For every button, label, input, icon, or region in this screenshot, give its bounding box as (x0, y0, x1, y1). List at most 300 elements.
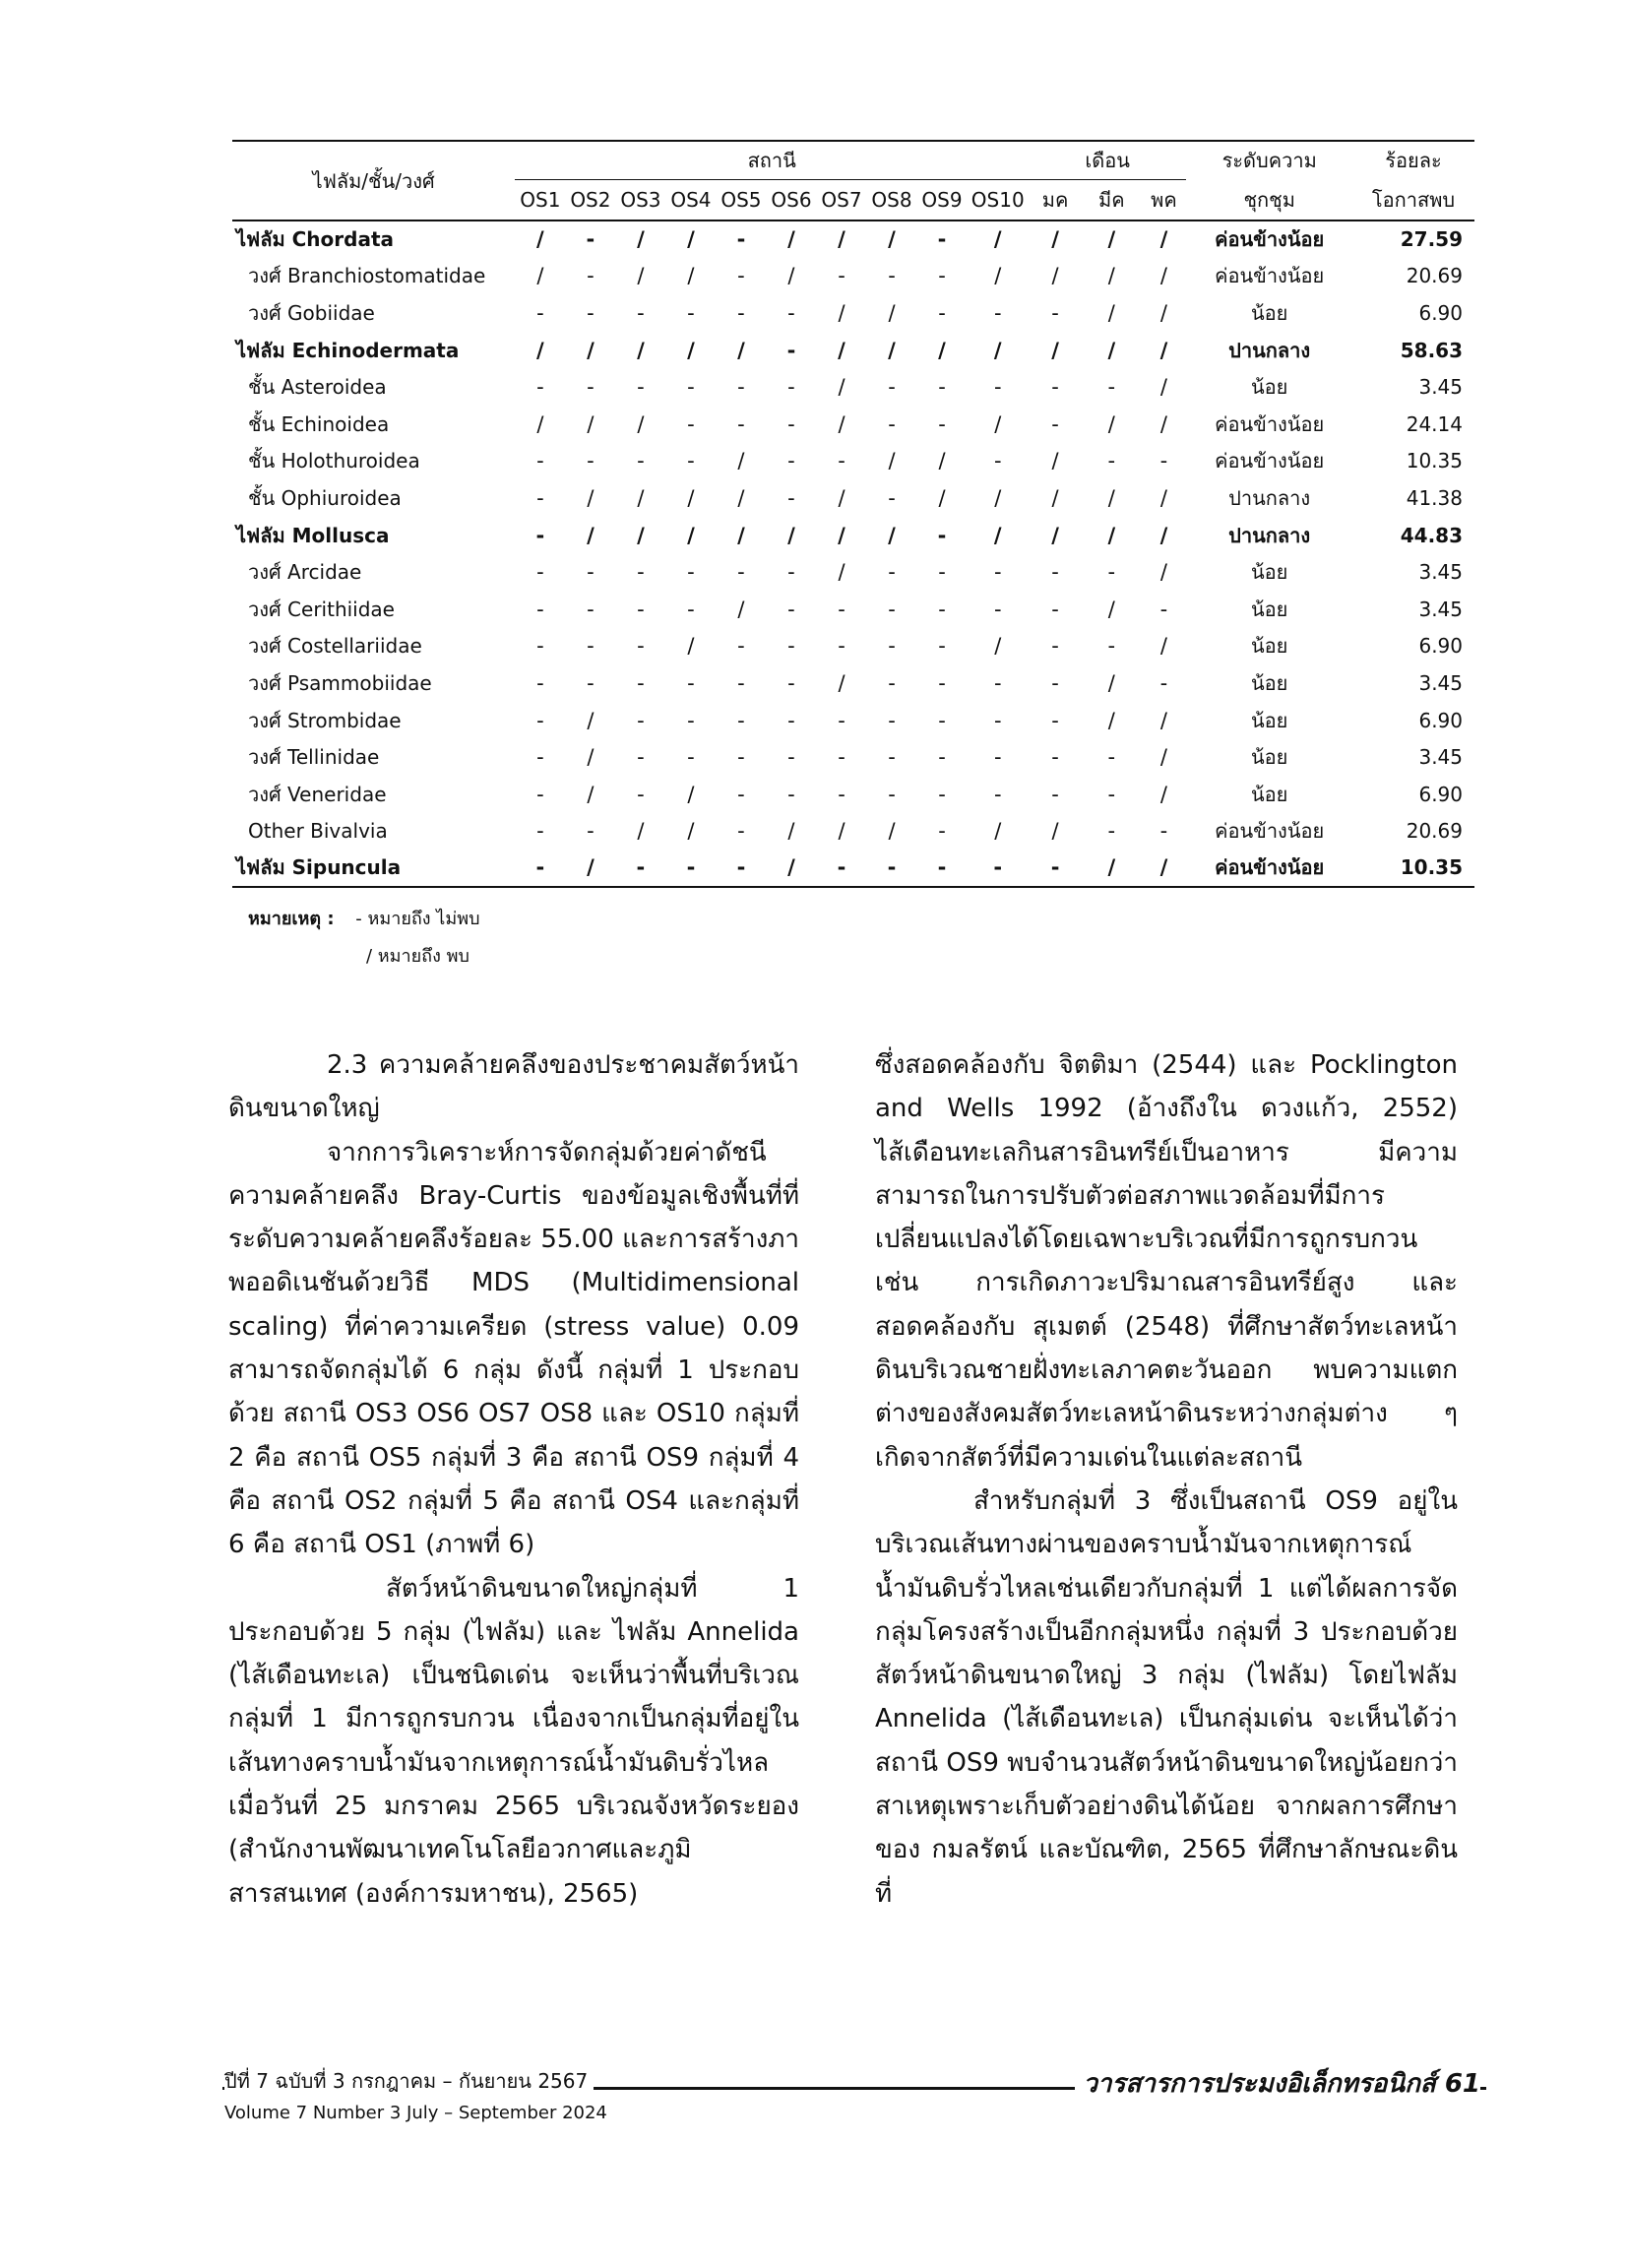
station-mark: - (587, 634, 595, 659)
month-header: มีค (1098, 188, 1125, 212)
station-mark: - (938, 597, 946, 621)
station-mark: / (536, 338, 544, 362)
abundance-level: ค่อนข้างน้อย (1215, 411, 1325, 436)
taxon-name: ชั้น Asteroidea (248, 375, 387, 400)
station-mark: - (687, 708, 695, 732)
month-mark: - (1159, 670, 1168, 695)
station-mark: - (787, 670, 795, 695)
station-mark: - (587, 597, 595, 621)
station-mark: - (993, 597, 1002, 621)
station-mark: / (838, 338, 845, 362)
station-mark: - (888, 485, 896, 510)
station-mark: - (787, 782, 795, 806)
taxon-name: ไฟลัม Sipuncula (236, 855, 402, 880)
month-mark: - (1107, 449, 1116, 473)
footer-volume-thai: ปีที่ 7 ฉบับที่ 3 กรกฎาคม – กันยายน 2567 (224, 2065, 594, 2097)
month-mark: / (1051, 485, 1059, 510)
station-mark: - (536, 634, 544, 659)
occurrence-percent: 3.45 (1418, 597, 1463, 621)
station-mark: / (787, 227, 795, 252)
taxon-name: วงศ์ Veneridae (248, 782, 387, 806)
station-mark: / (637, 227, 645, 252)
table-row (232, 517, 1474, 554)
station-mark: - (536, 375, 544, 400)
taxon-name: ไฟลัม Chordata (236, 227, 395, 252)
abundance-level: ค่อนข้างน้อย (1215, 855, 1325, 880)
station-mark: / (637, 264, 645, 288)
station-mark: / (587, 485, 595, 510)
station-mark: - (737, 375, 745, 400)
station-mark: / (737, 449, 745, 473)
month-mark: / (1159, 855, 1168, 880)
station-mark: - (937, 227, 947, 252)
header-level-2: ชุกชุม (1243, 187, 1295, 212)
station-mark: - (888, 264, 896, 288)
table-row (232, 332, 1474, 369)
station-mark: - (938, 745, 946, 770)
station-mark: / (587, 708, 595, 732)
station-mark: / (737, 597, 745, 621)
occurrence-percent: 6.90 (1418, 708, 1463, 732)
month-mark: / (1107, 485, 1115, 510)
station-mark: / (838, 670, 845, 695)
station-mark: / (637, 485, 645, 510)
station-header: OS9 (921, 188, 963, 212)
table-row (232, 443, 1474, 480)
station-mark: - (736, 855, 746, 880)
station-mark: / (888, 227, 896, 252)
station-mark: / (737, 523, 745, 547)
month-mark: - (1107, 634, 1116, 659)
taxon-name: วงศ์ Arcidae (248, 560, 362, 585)
station-mark: / (994, 264, 1002, 288)
table-row (232, 294, 1474, 332)
station-mark: - (787, 708, 795, 732)
station-mark: - (888, 597, 896, 621)
abundance-level: น้อย (1250, 708, 1288, 732)
station-mark: - (637, 449, 645, 473)
station-mark: / (587, 411, 595, 436)
station-mark: - (938, 708, 946, 732)
table-row (232, 220, 1474, 258)
station-mark: - (838, 745, 845, 770)
species-occurrence-table (232, 140, 1474, 888)
taxon-name: ชั้น Holothuroidea (248, 449, 420, 473)
station-mark: - (736, 227, 746, 252)
station-mark: / (787, 855, 795, 880)
station-header: OS5 (720, 188, 762, 212)
table-row (232, 628, 1474, 665)
station-mark: / (587, 745, 595, 770)
station-mark: - (938, 634, 946, 659)
month-mark: - (1107, 745, 1116, 770)
station-mark: / (637, 338, 645, 362)
month-mark: / (1051, 523, 1059, 547)
station-mark: / (536, 264, 544, 288)
month-mark: - (1051, 300, 1059, 325)
station-mark: - (787, 411, 795, 436)
station-mark: - (637, 670, 645, 695)
station-mark: - (737, 782, 745, 806)
taxon-name: วงศ์ Strombidae (248, 708, 402, 732)
station-mark: - (938, 411, 946, 436)
abundance-level: น้อย (1250, 634, 1288, 659)
month-mark: - (1107, 819, 1116, 844)
station-mark: - (687, 375, 695, 400)
taxon-name: ไฟลัม Echinodermata (236, 338, 460, 362)
table-note-line1 (248, 904, 480, 932)
station-mark: / (938, 338, 946, 362)
station-mark: - (686, 855, 696, 880)
abundance-level: น้อย (1250, 782, 1288, 806)
taxon-name: วงศ์ Costellariidae (248, 634, 422, 659)
station-header: OS4 (670, 188, 712, 212)
right-paragraph-1: ซึ่งสอดคล้องกับ จิตติมา (2544) และ Pocklington and Wells 1992 (อ้างถึงใน ดวงแก้ว, 2552) ไส้เดือนทะเลกินสารอินทรีย์เป็นอาหาร มีความสามารถในการปรับตัวต่อสภาพแวดล้อมที่มีการเปลี่ยนแปลงได้โดยเฉพาะบริเวณที่มีการถูกรบกวน เช่น การเกิดภาวะปริมาณสารอินทรีย์สูง และสอดคล้องกับ สุเมตต์ (2548) ที่ศึกษาสัตว์ทะเลหน้าดินบริเวณชายฝั่งทะเลภาคตะวันออก พบความแตกต่างของสังคมสัตว์ทะเลหน้าดินระหว่างกลุ่มต่าง ๆ เกิดจากสัตว์ที่มีความเด่นในแต่ละสถานี (875, 1050, 1458, 1473)
station-mark: / (687, 264, 695, 288)
station-mark: - (938, 264, 946, 288)
station-mark: / (787, 819, 795, 844)
abundance-level: ค่อนข้างน้อย (1215, 449, 1325, 473)
table-row (232, 702, 1474, 739)
station-mark: - (787, 485, 795, 510)
month-mark: - (1051, 597, 1059, 621)
station-mark: - (993, 782, 1002, 806)
station-mark: - (993, 670, 1002, 695)
station-mark: - (993, 300, 1002, 325)
occurrence-percent: 20.69 (1406, 264, 1463, 288)
header-level-1: ระดับความ (1221, 149, 1317, 173)
table-row (232, 738, 1474, 776)
station-mark: - (587, 819, 595, 844)
abundance-level: ค่อนข้างน้อย (1215, 819, 1325, 844)
month-mark: - (1159, 449, 1168, 473)
occurrence-percent: 24.14 (1406, 411, 1463, 436)
month-mark: / (1051, 819, 1059, 844)
station-mark: - (535, 523, 545, 547)
station-mark: - (993, 745, 1002, 770)
station-mark: - (687, 560, 695, 585)
station-mark: - (938, 375, 946, 400)
station-header: OS8 (871, 188, 912, 212)
table-row (232, 479, 1474, 517)
station-mark: / (838, 227, 845, 252)
station-mark: - (838, 264, 845, 288)
month-mark: / (1159, 338, 1168, 362)
station-mark: - (888, 708, 896, 732)
station-mark: - (536, 708, 544, 732)
occurrence-percent: 6.90 (1418, 634, 1463, 659)
right-paragraph-2: สำหรับกลุ่มที่ 3 ซึ่งเป็นสถานี OS9 อยู่ในบริเวณเส้นทางผ่านของคราบน้ำมันจากเหตุการณ์น้ำมันดิบรั่วไหลเช่นเดียวกับกลุ่มที่ 1 แต่ได้ผลการจัดกลุ่มโครงสร้างเป็นอีกกลุ่มหนึ่ง กลุ่มที่ 3 ประกอบด้วยสัตว์หน้าดินขนาดใหญ่ 3 กลุ่ม (ไฟลัม) โดยไฟลัม Annelida (ไส้เดือนทะเล) เป็นกลุ่มเด่น จะเห็นได้ว่า สถานี OS9 พบจำนวนสัตว์หน้าดินขนาดใหญ่น้อยกว่า สาเหตุเพราะเก็บตัวอย่างดินได้น้อย จากผลการศึกษาของ กมลรัตน์ และบัณฑิต, 2565 ที่ศึกษาลักษณะดินที่ (875, 1485, 1458, 1909)
station-mark: - (838, 449, 845, 473)
station-mark: - (587, 264, 595, 288)
taxon-name: วงศ์ Gobiidae (248, 300, 375, 325)
station-mark: - (786, 338, 796, 362)
station-mark: - (993, 560, 1002, 585)
month-mark: - (1051, 375, 1059, 400)
note-label: หมายเหตุ : (248, 909, 335, 929)
occurrence-percent: 6.90 (1418, 300, 1463, 325)
station-mark: - (888, 634, 896, 659)
station-mark: / (938, 449, 946, 473)
station-mark: - (536, 670, 544, 695)
month-mark: - (1107, 560, 1116, 585)
table-row (232, 406, 1474, 443)
station-mark: - (993, 375, 1002, 400)
station-mark: - (536, 782, 544, 806)
month-mark: - (1051, 745, 1059, 770)
station-mark: / (737, 338, 745, 362)
station-mark: - (838, 634, 845, 659)
taxon-name: วงศ์ Branchiostomatidae (248, 264, 486, 288)
station-mark: / (888, 819, 896, 844)
abundance-level: น้อย (1250, 745, 1288, 770)
note-absent: - หมายถึง ไม่พบ (355, 909, 480, 929)
station-mark: / (637, 411, 645, 436)
station-mark: / (888, 300, 896, 325)
occurrence-percent: 58.63 (1400, 338, 1463, 362)
station-mark: - (536, 819, 544, 844)
station-mark: - (938, 560, 946, 585)
station-mark: - (687, 449, 695, 473)
right-text-column (875, 1043, 1458, 1916)
abundance-level: น้อย (1250, 300, 1288, 325)
month-mark: / (1107, 300, 1115, 325)
abundance-level: ปานกลาง (1228, 485, 1311, 510)
table-row (232, 591, 1474, 628)
occurrence-percent: 10.35 (1400, 855, 1463, 880)
taxon-name: Other Bivalvia (248, 819, 388, 844)
month-mark: - (1050, 855, 1060, 880)
station-mark: / (993, 338, 1002, 362)
month-mark: / (1159, 560, 1167, 585)
table-row (232, 258, 1474, 295)
month-mark: / (1159, 411, 1167, 436)
station-mark: - (687, 745, 695, 770)
station-mark: / (838, 485, 845, 510)
abundance-level: ค่อนข้างน้อย (1215, 227, 1325, 252)
month-mark: - (1051, 634, 1059, 659)
station-mark: / (994, 485, 1002, 510)
left-paragraph-2: สัตว์หน้าดินขนาดใหญ่กลุ่มที่ 1 ประกอบด้วย 5 กลุ่ม (ไฟลัม) และ ไฟลัม Annelida (ไส้เดือนทะเล) เป็นชนิดเด่น จะเห็นว่าพื้นที่บริเวณกลุ่มที่ 1 มีการถูกรบกวน เนื่องจากเป็นกลุ่มที่อยู่ในเส้นทางคราบน้ำมันจากเหตุการณ์น้ำมันดิบรั่วไหล เมื่อวันที่ 25 มกราคม 2565 บริเวณจังหวัดระยอง (สำนักงานพัฒนาเทคโนโลยีอวกาศและภูมิสารสนเทศ (องค์การมหาชน), 2565) (228, 1573, 799, 1909)
station-mark: - (737, 411, 745, 436)
station-mark: - (737, 745, 745, 770)
station-mark: / (536, 227, 544, 252)
station-mark: - (587, 375, 595, 400)
month-mark: / (1107, 597, 1115, 621)
station-mark: - (993, 855, 1003, 880)
occurrence-percent: 41.38 (1406, 485, 1463, 510)
month-mark: / (1159, 264, 1167, 288)
month-mark: / (1107, 523, 1116, 547)
abundance-level: น้อย (1250, 560, 1288, 585)
station-mark: / (687, 819, 695, 844)
station-mark: - (737, 708, 745, 732)
station-mark: - (838, 597, 845, 621)
station-mark: / (687, 227, 695, 252)
station-mark: / (687, 523, 695, 547)
month-mark: - (1107, 782, 1116, 806)
month-mark: - (1051, 708, 1059, 732)
month-header: พค (1151, 188, 1177, 212)
abundance-level: ปานกลาง (1228, 338, 1311, 362)
station-mark: - (938, 819, 946, 844)
month-mark: / (1159, 227, 1168, 252)
month-mark: - (1051, 560, 1059, 585)
station-mark: / (838, 523, 845, 547)
station-mark: - (737, 634, 745, 659)
table-row (232, 813, 1474, 850)
station-header: OS7 (821, 188, 862, 212)
station-mark: / (687, 634, 695, 659)
station-mark: - (536, 745, 544, 770)
month-mark: / (1051, 449, 1059, 473)
taxon-name: ไฟลัม Mollusca (236, 523, 390, 547)
station-header: OS1 (520, 188, 561, 212)
month-mark: / (1159, 375, 1167, 400)
station-mark: / (737, 485, 745, 510)
month-mark: / (1051, 227, 1059, 252)
occurrence-percent: 10.35 (1406, 449, 1463, 473)
station-mark: - (637, 560, 645, 585)
header-stations: สถานี (515, 141, 1029, 180)
station-mark: - (938, 670, 946, 695)
station-mark: - (587, 300, 595, 325)
station-mark: - (787, 597, 795, 621)
station-mark: - (536, 597, 544, 621)
taxon-name: วงศ์ Cerithiidae (248, 597, 395, 621)
taxon-name: วงศ์ Tellinidae (248, 745, 380, 770)
station-mark: / (994, 819, 1002, 844)
station-mark: / (993, 523, 1002, 547)
station-mark: - (637, 597, 645, 621)
station-mark: - (737, 670, 745, 695)
station-header: OS6 (771, 188, 812, 212)
month-mark: / (1159, 485, 1167, 510)
station-mark: - (687, 300, 695, 325)
station-header: OS3 (620, 188, 661, 212)
occurrence-percent: 3.45 (1418, 375, 1463, 400)
abundance-level: ปานกลาง (1228, 523, 1311, 547)
month-mark: / (1107, 670, 1115, 695)
station-mark: - (888, 670, 896, 695)
abundance-level: น้อย (1250, 597, 1288, 621)
month-mark: / (1107, 338, 1116, 362)
station-mark: - (787, 300, 795, 325)
station-mark: - (536, 449, 544, 473)
station-mark: / (838, 411, 845, 436)
taxon-name: ชั้น Ophiuroidea (248, 485, 402, 510)
station-mark: - (637, 634, 645, 659)
table-row (232, 664, 1474, 702)
station-mark: - (937, 855, 947, 880)
section-heading: 2.3 ความคล้ายคลึงของประชาคมสัตว์หน้าดินขนาดใหญ่ (228, 1050, 799, 1124)
station-mark: / (587, 523, 595, 547)
occurrence-percent: 27.59 (1400, 227, 1463, 252)
station-mark: - (536, 300, 544, 325)
month-mark: / (1107, 264, 1115, 288)
station-mark: - (587, 449, 595, 473)
station-mark: / (687, 485, 695, 510)
station-mark: - (787, 745, 795, 770)
month-mark: / (1051, 338, 1059, 362)
station-mark: / (888, 449, 896, 473)
month-mark: / (1159, 523, 1168, 547)
station-mark: - (687, 597, 695, 621)
station-mark: - (737, 300, 745, 325)
month-mark: / (1107, 227, 1116, 252)
table-row (232, 553, 1474, 591)
station-mark: / (838, 560, 845, 585)
left-paragraph-1: จากการวิเคราะห์การจัดกลุ่มด้วยค่าดัชนีความคล้ายคลึง Bray-Curtis ของข้อมูลเชิงพื้นที่ที่ระดับความคล้ายคลึงร้อยละ 55.00 และการสร้างภาพออดิเนชันด้วยวิธี MDS (Multidimensional scaling) ที่ค่าความเครียด (stress value) 0.09 สามารถจัดกลุ่มได้ 6 กลุ่ม ดังนี้ กลุ่มที่ 1 ประกอบด้วย สถานี OS3 OS6 OS7 OS8 และ OS10 กลุ่มที่ 2 คือ สถานี OS5 กลุ่มที่ 3 คือ สถานี OS9 กลุ่มที่ 4 คือ สถานี OS2 กลุ่มที่ 5 คือ สถานี OS4 และกลุ่มที่ 6 คือ สถานี OS1 (ภาพที่ 6) (228, 1137, 799, 1560)
table-body (232, 220, 1474, 887)
station-mark: - (837, 855, 846, 880)
station-mark: - (938, 782, 946, 806)
occurrence-percent: 3.45 (1418, 560, 1463, 585)
abundance-level: น้อย (1250, 375, 1288, 400)
station-mark: - (888, 411, 896, 436)
station-header: OS10 (971, 188, 1025, 212)
station-mark: / (787, 523, 795, 547)
station-mark: - (887, 855, 897, 880)
station-mark: / (687, 782, 695, 806)
station-mark: - (637, 745, 645, 770)
station-mark: / (838, 300, 845, 325)
station-mark: - (838, 708, 845, 732)
station-mark: - (888, 745, 896, 770)
station-mark: - (737, 264, 745, 288)
station-mark: - (888, 560, 896, 585)
table-row (232, 850, 1474, 887)
station-mark: - (888, 782, 896, 806)
station-mark: / (536, 411, 544, 436)
station-mark: - (838, 782, 845, 806)
station-mark: - (536, 485, 544, 510)
station-mark: / (587, 782, 595, 806)
month-mark: / (1051, 264, 1059, 288)
station-mark: - (993, 449, 1002, 473)
taxon-name: วงศ์ Psammobiidae (248, 670, 432, 695)
month-mark: - (1051, 670, 1059, 695)
occurrence-percent: 3.45 (1418, 670, 1463, 695)
month-mark: - (1107, 375, 1116, 400)
station-mark: / (994, 634, 1002, 659)
occurrence-percent: 3.45 (1418, 745, 1463, 770)
month-mark: - (1159, 597, 1168, 621)
month-mark: / (1159, 782, 1167, 806)
month-mark: / (1107, 855, 1116, 880)
note-present: / หมายถึง พบ (366, 946, 470, 967)
month-header: มค (1041, 188, 1069, 212)
station-mark: - (938, 300, 946, 325)
abundance-level: น้อย (1250, 670, 1288, 695)
month-mark: - (1051, 782, 1059, 806)
station-mark: / (993, 227, 1002, 252)
header-pct-2: โอกาสพบ (1371, 187, 1456, 212)
station-mark: / (938, 485, 946, 510)
month-mark: / (1159, 745, 1167, 770)
header-pct-1: ร้อยละ (1385, 149, 1442, 173)
occurrence-percent: 20.69 (1406, 819, 1463, 844)
station-mark: - (637, 782, 645, 806)
station-mark: - (737, 819, 745, 844)
station-mark: - (993, 708, 1002, 732)
station-mark: / (888, 338, 896, 362)
station-mark: - (937, 523, 947, 547)
footer-volume-eng: Volume 7 Number 3 July – September 2024 (224, 2103, 607, 2123)
station-mark: - (637, 375, 645, 400)
station-mark: - (637, 708, 645, 732)
station-mark: - (536, 560, 544, 585)
